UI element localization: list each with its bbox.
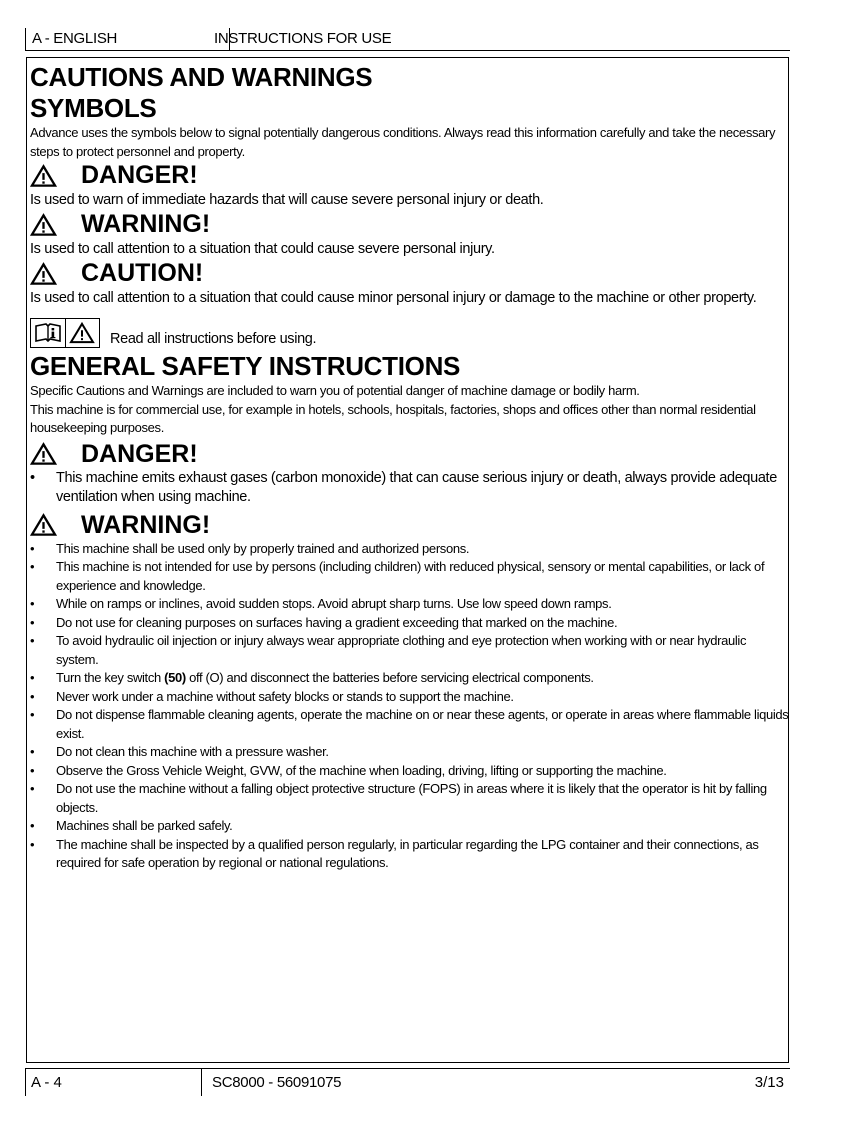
warning-text: Is used to call attention to a situation that could cause severe personal injury. [30,241,495,257]
read-manual-symbol [30,318,100,348]
list-item: • This machine shall be used only by properly trained and authorized persons. [30,540,790,559]
danger-text: Is used to warn of immediate hazards that will cause severe personal injury or death. [30,192,544,208]
list-item: • This machine is not intended for use by persons (including children) with reduced physical, sensory or mental capabilities, or lack of experience and knowledge. [30,558,790,595]
list-item: • Never work under a machine without safety blocks or stands to support the machine. [30,688,790,707]
header-left-rule [25,28,26,50]
list-item: • To avoid hydraulic oil injection or injury always wear appropriate clothing and eye protection when working with or near hydraulic system. [30,632,790,669]
general-danger-word: DANGER! [81,439,198,468]
list-item-key-switch [30,669,790,688]
list-item: • Do not dispense flammable cleaning agents, operate the machine on or near these agents, or operate in areas where flammable liquids exist. [30,706,790,743]
footer-page-number: A - 4 [31,1074,62,1091]
list-item: • Machines shall be parked safely. [30,817,790,836]
danger-word: DANGER! [81,161,198,189]
warning-triangle-icon [30,442,57,466]
list-item: • The machine shall be inspected by a qualified person regularly, in particular regarding the LPG container and their connections, as required for safe operation by regional or national regulations. [30,836,790,873]
caution-text: Is used to call attention to a situation that could cause minor personal injury or damage to the machine or other property. [30,290,757,306]
page-content [30,62,790,873]
cautions-title: CAUTIONS AND WARNINGS [30,62,373,92]
danger-signal [30,161,790,190]
warning-triangle-icon [30,513,57,537]
read-instructions-text: Read all instructions before using. [110,331,317,347]
header-bottom-rule [25,50,790,51]
read-instructions-row [30,308,790,348]
warning-triangle-icon [30,164,57,188]
list-item: • While on ramps or inclines, avoid sudden stops. Avoid abrupt sharp turns. Use low speed down ramps. [30,595,790,614]
caution-word: CAUTION! [81,259,204,287]
key-switch-lead: Turn the key switch [56,670,161,685]
manual-book-icon [31,319,65,347]
general-warning-signal [30,511,790,540]
warning-triangle-icon [30,262,57,286]
general-warning-word: WARNING! [81,510,211,539]
general-p1: Specific Cautions and Warnings are included to warn you of potential danger of machine damage or bodily harm. [30,383,640,398]
list-item: • Do not use for cleaning purposes on surfaces having a gradient exceeding that marked on the machine. [30,614,790,633]
danger-list [30,469,790,507]
warning-signal [30,210,790,239]
list-item: • Observe the Gross Vehicle Weight, GVW, of the machine when loading, driving, lifting or supporting the machine. [30,762,790,781]
footer-page-of: 3/13 [754,1074,784,1091]
page-header [25,28,790,50]
footer-left-rule [25,1068,26,1096]
list-item: • This machine emits exhaust gases (carbon monoxide) that can cause serious injury or death, always provide adequate ventilation when using machine. [30,469,790,507]
caution-signal [30,259,790,288]
header-section: INSTRUCTIONS FOR USE [214,30,392,47]
footer-divider [201,1068,202,1096]
list-item: • Do not clean this machine with a pressure washer. [30,743,790,762]
warning-triangle-icon [30,213,57,237]
warning-word: WARNING! [81,210,211,238]
header-language: A - ENGLISH [32,30,118,47]
warning-triangle-icon [65,319,100,347]
symbols-title: SYMBOLS [30,93,157,123]
general-safety-title: GENERAL SAFETY INSTRUCTIONS [30,351,461,381]
warning-list [30,540,790,873]
general-danger-signal [30,440,790,469]
key-switch-ref: (50) [164,670,186,685]
footer-model: SC8000 - 56091075 [212,1074,342,1091]
symbols-intro: Advance uses the symbols below to signal potentially dangerous conditions. Always read this information carefully and take the necessary steps to protect personnel and property. [30,125,776,159]
key-switch-rest: off (O) and disconnect the batteries before servicing electrical components. [189,670,594,685]
footer-top-rule [25,1068,790,1069]
list-item: • Do not use the machine without a falling object protective structure (FOPS) in areas where it is likely that the operator is hit by falling objects. [30,780,790,817]
page-footer [25,1068,790,1096]
general-p2: This machine is for commercial use, for example in hotels, schools, hospitals, factories, shops and offices other than normal residential housekeeping purposes. [30,401,756,435]
